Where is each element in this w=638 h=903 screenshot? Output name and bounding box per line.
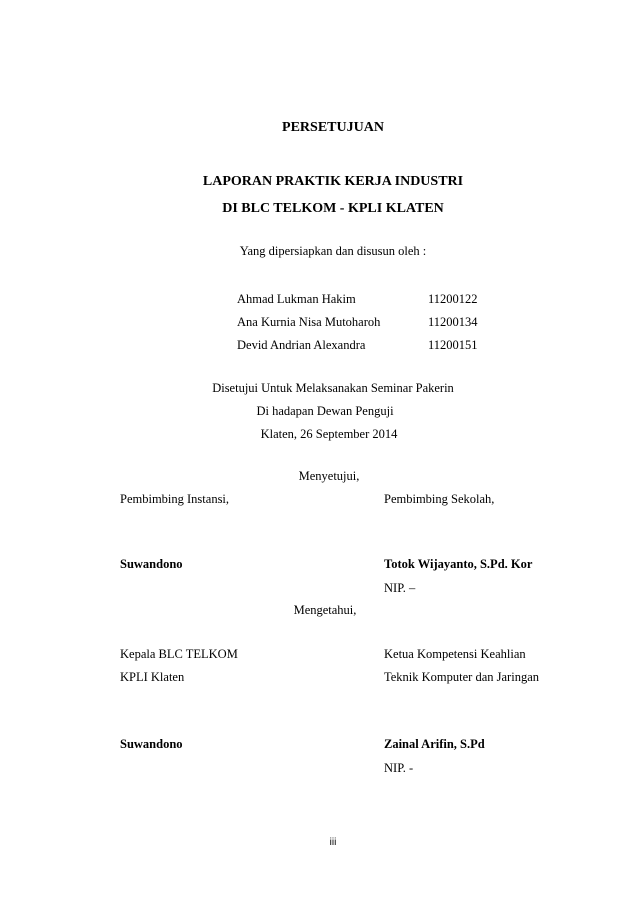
right-supervisor-role: Pembimbing Sekolah, bbox=[384, 492, 495, 506]
left-supervisor-role: Pembimbing Instansi, bbox=[120, 492, 230, 506]
prepared-by-text: Yang dipersiapkan dan disusun oleh : bbox=[239, 244, 427, 258]
right-head-name: Zainal Arifin, S.Pd bbox=[384, 737, 485, 751]
right-head-nip: NIP. - bbox=[384, 761, 414, 775]
right-head-role-line-2: Teknik Komputer dan Jaringan bbox=[384, 670, 539, 684]
student-id: 11200134 bbox=[428, 315, 478, 329]
known-label: Mengetahui, bbox=[293, 603, 357, 617]
approval-date: Klaten, 26 September 2014 bbox=[260, 427, 398, 441]
left-supervisor-name: Suwandono bbox=[120, 557, 183, 571]
approval-line-1: Disetujui Untuk Melaksanakan Seminar Pakerin bbox=[212, 381, 454, 395]
right-head-role-line-1: Ketua Kompetensi Keahlian bbox=[384, 647, 526, 661]
student-name: Devid Andrian Alexandra bbox=[237, 338, 366, 352]
student-name: Ana Kurnia Nisa Mutoharoh bbox=[237, 315, 381, 329]
page-heading: PERSETUJUAN bbox=[282, 120, 384, 135]
right-supervisor-name: Totok Wijayanto, S.Pd. Kor bbox=[384, 557, 533, 571]
student-name: Ahmad Lukman Hakim bbox=[237, 292, 356, 306]
student-id: 11200122 bbox=[428, 292, 478, 306]
approval-line-2: Di hadapan Dewan Penguji bbox=[256, 404, 394, 418]
report-title-line-2: DI BLC TELKOM - KPLI KLATEN bbox=[222, 201, 444, 216]
student-id: 11200151 bbox=[428, 338, 478, 352]
left-head-name: Suwandono bbox=[120, 737, 183, 751]
agreed-label: Menyetujui, bbox=[298, 469, 360, 483]
left-head-role-line-1: Kepala BLC TELKOM bbox=[120, 647, 238, 661]
report-title-line-1: LAPORAN PRAKTIK KERJA INDUSTRI bbox=[202, 174, 464, 189]
right-supervisor-nip: NIP. – bbox=[384, 581, 416, 595]
left-head-role-line-2: KPLI Klaten bbox=[120, 670, 185, 684]
page-number: iii bbox=[329, 837, 337, 848]
